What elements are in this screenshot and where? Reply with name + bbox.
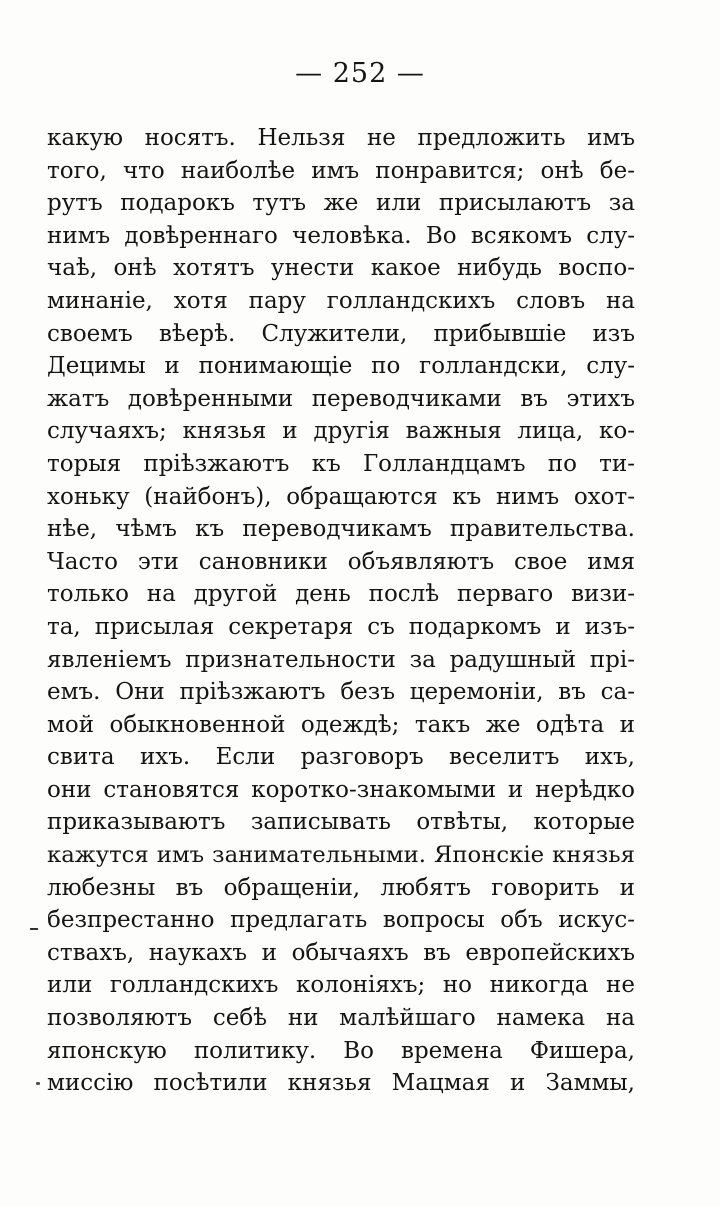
text-line: случаяхъ; князья и другія важныя лица, ко- bbox=[47, 418, 635, 445]
text-line: безпрестанно предлагать вопросы объ искус- bbox=[47, 907, 635, 934]
text-line: торыя пріѣзжаютъ къ Голландцамъ по ти- bbox=[47, 450, 635, 477]
text-line: нимъ довѣреннаго человѣка. Во всякомъ слу- bbox=[47, 222, 635, 249]
text-line: хоньку (найбонъ), обращаются къ нимъ охот- bbox=[47, 483, 635, 510]
text-line: какую носятъ. Нельзя не предложить имъ bbox=[47, 125, 635, 151]
text-line: емъ. Они пріѣзжаютъ безъ церемоніи, въ са- bbox=[47, 679, 635, 706]
text-line: приказываютъ записывать отвѣты, которые bbox=[47, 809, 635, 836]
text-line: та, присылая секретаря съ подаркомъ и изъ- bbox=[47, 613, 635, 640]
text-line: жатъ довѣренными переводчиками въ этихъ bbox=[47, 385, 635, 412]
text-line: японскую политику. Во времена Фишера, bbox=[47, 1037, 635, 1064]
text-line: Децимы и понимающіе по голландски, слу- bbox=[47, 353, 635, 380]
body-text bbox=[47, 122, 635, 1100]
text-line: они становятся коротко-знакомыми и нерѣдко bbox=[47, 776, 635, 803]
text-line: минаніе, хотя пару голландскихъ словъ на bbox=[47, 287, 635, 314]
text-line: миссію посѣтили князья Мацмая и Заммы, bbox=[47, 1070, 635, 1097]
text-line: своемъ вѣерѣ. Служители, прибывшіе изъ bbox=[47, 320, 635, 347]
text-line: или голландскихъ колоніяхъ; но никогда не bbox=[47, 972, 635, 999]
text-line: того, что наиболѣе имъ понравится; онѣ бе- bbox=[47, 157, 635, 184]
text-line: свита ихъ. Если разговоръ веселитъ ихъ, bbox=[47, 744, 635, 771]
margin-dot bbox=[36, 1082, 40, 1085]
text-line: чаѣ, онѣ хотятъ унести какое нибудь воспо- bbox=[47, 255, 635, 282]
page-number: — 252 — bbox=[295, 58, 425, 89]
margin-mark bbox=[30, 928, 38, 930]
text-line: только на другой день послѣ перваго визи- bbox=[47, 581, 635, 608]
text-line: любезны въ обращеніи, любятъ говорить и bbox=[47, 874, 635, 901]
text-line: рутъ подарокъ тутъ же или присылаютъ за bbox=[47, 190, 635, 217]
text-line: Часто эти сановники объявляютъ свое имя bbox=[47, 548, 635, 575]
text-line: мой обыкновенной одеждѣ; такъ же одѣта и bbox=[47, 711, 635, 738]
text-line: нѣе, чѣмъ къ переводчикамъ правительства. bbox=[47, 516, 635, 543]
text-line: кажутся имъ занимательными. Японскіе князья bbox=[47, 842, 635, 869]
text-line: явленіемъ признательности за радушный прі- bbox=[47, 646, 635, 673]
text-line: ствахъ, наукахъ и обычаяхъ въ европейскихъ bbox=[47, 939, 635, 966]
text-line: позволяютъ себѣ ни малѣйшаго намека на bbox=[47, 1005, 635, 1032]
